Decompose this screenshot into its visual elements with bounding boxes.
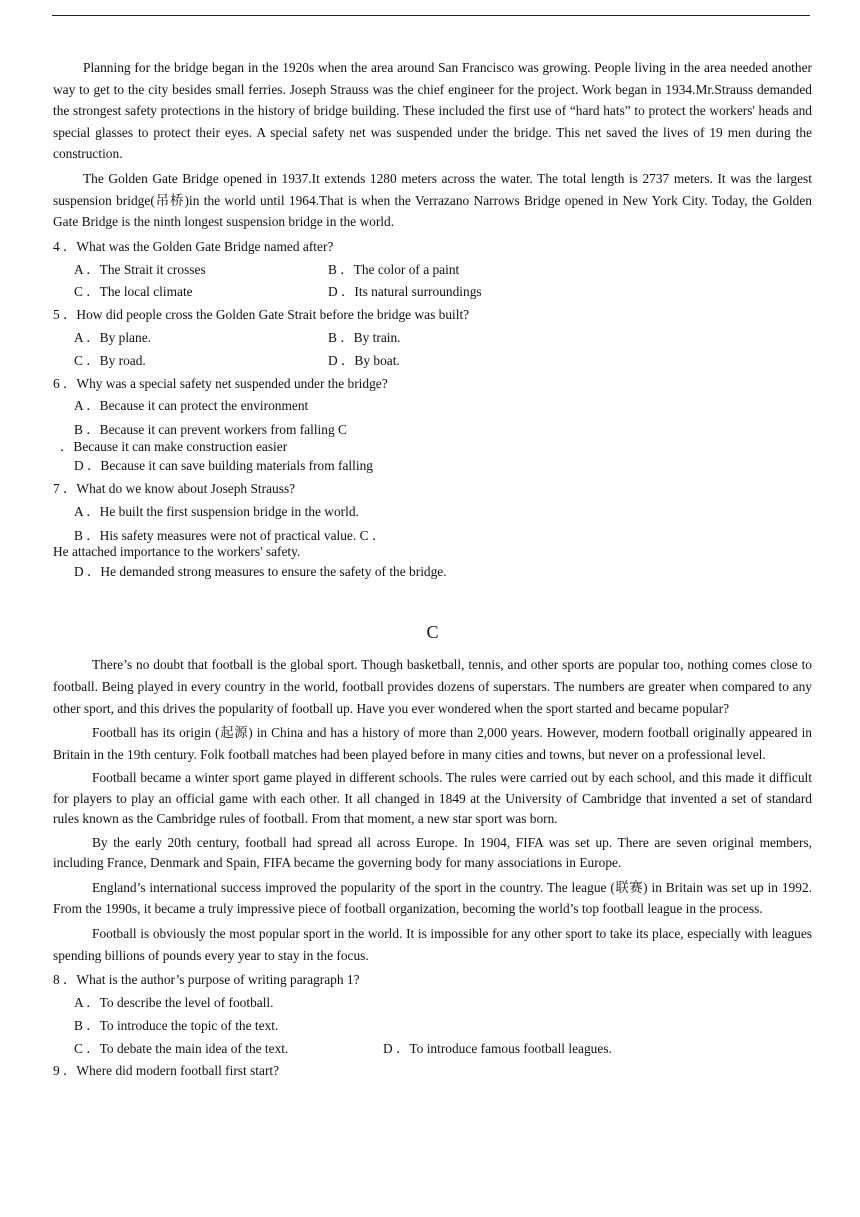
options [53, 395, 812, 478]
option-a: A ．To describe the level of football. [74, 994, 274, 1010]
option-d: D ．To introduce famous football leagues. [383, 1040, 612, 1056]
option-a: A ．Because it can protect the environment [74, 398, 309, 414]
option-row [74, 259, 812, 282]
question-stem: 8 ．What is the author’s purpose of writing paragraph 1? [53, 972, 360, 988]
passage-c-paragraph-3: Football became a winter sport game played in different schools. The rules were carried out by each school, and this made it difficult for players to play an official game with each other. It all changed in 1849 at the University of Cambridge that invented a set of standard rules known as the Cambridge rules of football. From that moment, a new star sport was born. [53, 770, 812, 827]
option-d: D ．He demanded strong measures to ensure the safety of the bridge. [74, 563, 447, 579]
question-5 [53, 304, 812, 372]
option-row [74, 281, 812, 304]
option-b: B ．The color of a paint [328, 261, 460, 277]
passage-c-paragraph-5: England’s international success improved the popularity of the sport in the country. The league (联赛) in Britain was set up in 1992. From the 1990s, it became a truly impressive piece of football organization, becoming the world’s top football league in the process. [53, 879, 812, 917]
question-stem: 6 ．Why was a special safety net suspended under the bridge? [53, 375, 388, 391]
question-7 [53, 478, 812, 583]
option-b-c-block [60, 418, 812, 455]
section-title: C [426, 622, 439, 643]
question-stem: 9 ．Where did modern football first start? [53, 1063, 280, 1079]
header-rule [52, 15, 810, 16]
option-row [74, 1038, 812, 1061]
passage-c-paragraph-1: There’s no doubt that football is the global sport. Though basketball, tennis, and other sports are popular too, nothing comes close to football. Being played in every country in the world, football provides dozens of superstars. The numbers are greater when compared to any other sport, and this drives the popularity of football up. Have you ever wondered when the sport started and became popular? [53, 657, 812, 716]
options [53, 259, 812, 305]
option-c: ．Because it can make construction easier [60, 438, 288, 454]
passage-c-paragraph-2: Football has its origin (起源) in China and has a history of more than 2,000 years. However, modern football originally appeared in Britain in the 19th century. Folk football matches had been played before in many cities and towns, but never on a professional level. [53, 725, 812, 762]
question-9 [53, 1060, 812, 1083]
option-a: A ．The Strait it crosses [74, 261, 206, 277]
option-b-c-block [53, 524, 812, 561]
option-c: He attached importance to the workers' safety. [53, 544, 301, 560]
option-b: B ．His safety measures were not of practical value. C ． [74, 527, 386, 543]
option-a: A ．By plane. [74, 329, 151, 345]
option-row [74, 350, 812, 373]
passage-b-paragraph-2: The Golden Gate Bridge opened in 1937.It extends 1280 meters across the water. The total length is 2737 meters. It was the largest suspension bridge(吊桥)in the world until 1964.That is when the Verrazano Narrows Bridge opened in New York City. Today, the Golden Gate Bridge is the ninth longest suspension bridge in the world. [53, 170, 812, 230]
question-stem: 7 ．What do we know about Joseph Strauss? [53, 480, 296, 496]
option-d: D ．Because it can save building materials from falling [74, 458, 373, 474]
option-c: C ．By road. [74, 352, 146, 368]
options [53, 327, 812, 373]
option-row [74, 327, 812, 350]
option-c: C ．The local climate [74, 284, 193, 300]
question-6 [53, 373, 812, 478]
option-c: C ．To debate the main idea of the text. [74, 1040, 289, 1056]
question-4 [53, 236, 812, 304]
option-d: D ．Its natural surroundings [328, 284, 482, 300]
question-stem: 4 ．What was the Golden Gate Bridge named after? [53, 238, 334, 254]
option-b: B ．Because it can prevent workers from falling C [74, 422, 347, 438]
options [53, 501, 812, 584]
page-content [53, 57, 812, 1083]
passage-c-paragraph-4: By the early 20th century, football had spread all across Europe. In 1904, FIFA was set up. There are seven original members, including France, Denmark and Spain, FIFA became the governing body for many associations in Europe. [53, 834, 812, 871]
passage-b-paragraph-1: Planning for the bridge began in the 1920s when the area around San Francisco was growing. People living in the area needed another way to get to the city besides small ferries. Joseph Strauss was the chief engineer for the project. Work began in 1934.Mr.Strauss demanded the strongest safety protections in the history of bridge building. These included the first use of “hard hats” to protect the workers' heads and special glasses to protect their eyes. A special safety net was suspended under the bridge. This net saved the lives of 19 men during the construction. [53, 60, 812, 162]
passage-c-paragraph-6: Football is obviously the most popular sport in the world. It is impossible for any other sport to take its place, especially with leagues spending billions of pounds every year to stay in the focus. [53, 925, 812, 963]
option-d: D ．By boat. [328, 352, 400, 368]
question-stem: 5 ．How did people cross the Golden Gate Strait before the bridge was built? [53, 307, 470, 323]
option-a: A ．He built the first suspension bridge in the world. [74, 503, 359, 519]
options [53, 992, 812, 1060]
option-b: B ．By train. [328, 329, 401, 345]
question-8 [53, 969, 812, 1060]
option-b: B ．To introduce the topic of the text. [74, 1017, 279, 1033]
